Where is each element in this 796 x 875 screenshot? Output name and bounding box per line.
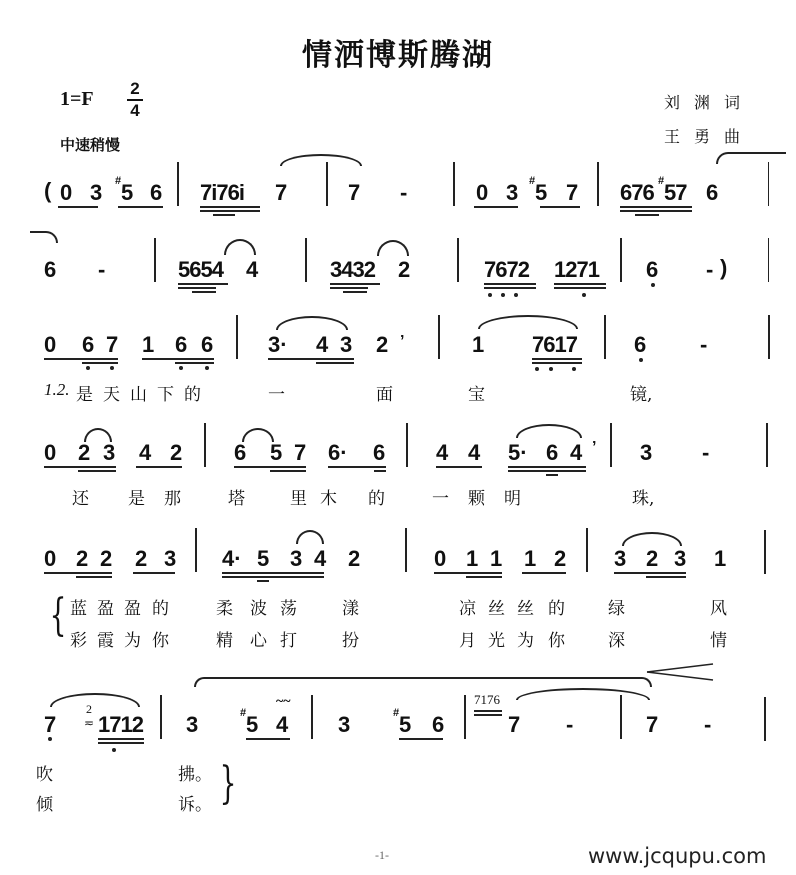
tie: [280, 154, 362, 166]
lyric-char: 吹: [36, 765, 53, 785]
low-octave-dot: [549, 367, 553, 371]
note: 0: [44, 332, 57, 357]
note: 1: [490, 546, 503, 571]
lyric-text: [76, 380, 211, 405]
grace-notes: 7176: [474, 692, 500, 707]
underline: [234, 466, 306, 468]
underline: [474, 714, 502, 716]
barline: [204, 423, 206, 467]
sharp-icon: #: [393, 707, 400, 719]
tie: [716, 152, 786, 164]
note-group: 1271: [554, 257, 599, 282]
lyric-char: 月: [459, 631, 476, 651]
note: 4: [570, 440, 583, 465]
barline: [604, 315, 606, 359]
barline: [620, 238, 622, 282]
underline: [316, 362, 354, 364]
underline: [200, 206, 260, 208]
note: 3: [506, 180, 519, 205]
low-octave-dot: [582, 293, 586, 297]
song-title: 情洒博斯腾湖: [302, 38, 494, 73]
low-octave-dot: [572, 367, 576, 371]
barline: [305, 238, 307, 282]
note: 6·: [328, 440, 348, 465]
note: 3: [164, 546, 177, 571]
lyric-char: 是: [128, 489, 145, 509]
sharp-icon: #: [115, 175, 122, 187]
lyric-char: 天: [103, 385, 130, 405]
note: 3: [674, 546, 687, 571]
lyric-char: 为: [124, 631, 141, 651]
dash: -: [702, 440, 710, 465]
dash: -: [706, 257, 714, 282]
lyric-char: 漾: [342, 599, 359, 619]
barline: [586, 528, 588, 572]
lyricist-credit: 刘渊词: [664, 93, 755, 112]
note: 5: [246, 712, 259, 737]
underline: [434, 572, 502, 574]
note-group: 7672: [484, 257, 529, 282]
note: 6: [634, 332, 647, 357]
lyric-char: 风: [710, 599, 727, 619]
note: 7: [294, 440, 307, 465]
note: 4·: [222, 546, 242, 571]
note-group: 3432: [330, 257, 375, 282]
lyric-char: 你: [152, 631, 169, 651]
breath-mark-icon: ʼ: [592, 439, 597, 456]
lyric-char: 光: [488, 631, 505, 651]
note: 2: [348, 546, 361, 571]
underline: [44, 358, 118, 360]
note: 6: [546, 440, 559, 465]
underline: [192, 291, 216, 293]
slur: [622, 532, 682, 546]
note: 3: [340, 332, 353, 357]
lyric-char: 霞: [97, 631, 114, 651]
tie: [296, 530, 324, 544]
underline: [257, 580, 269, 582]
note: 6: [150, 180, 163, 205]
lyric-char: 你: [548, 631, 565, 651]
barline: [438, 315, 440, 359]
note: 7: [106, 332, 119, 357]
low-octave-dot: [501, 293, 505, 297]
underline: [44, 466, 116, 468]
lyric-char: 颗: [468, 489, 485, 509]
underline: [399, 738, 443, 740]
note: 7: [44, 712, 57, 737]
lyric-char: 那: [164, 489, 181, 509]
note: 6: [706, 180, 719, 205]
lyric-char: 精: [216, 631, 233, 651]
note-group: 5654: [178, 257, 223, 282]
verse-brace-close: }: [219, 758, 237, 809]
barline: [311, 695, 313, 739]
underline: [508, 470, 586, 472]
barline: [764, 530, 766, 574]
lyric-char: 宝: [468, 385, 485, 405]
note: 2: [170, 440, 183, 465]
note: 1: [142, 332, 155, 357]
note-group: 7617: [532, 332, 577, 357]
low-octave-dot: [651, 283, 655, 287]
lyric-char: 为: [517, 631, 534, 651]
note: 7: [508, 712, 521, 737]
underline: [554, 283, 606, 285]
barline: [405, 528, 407, 572]
underline: [142, 358, 214, 360]
note: 3: [103, 440, 116, 465]
note: 3: [290, 546, 303, 571]
note: 2: [376, 332, 389, 357]
underline: [178, 287, 216, 289]
tie: [224, 239, 256, 255]
low-octave-dot: [639, 358, 643, 362]
long-slur: [194, 677, 652, 687]
time-numerator: 2: [130, 79, 140, 98]
barline: [160, 695, 162, 739]
slur: [50, 693, 140, 707]
underline: [118, 206, 163, 208]
note: 4: [246, 257, 259, 282]
note: 2: [554, 546, 567, 571]
underline: [133, 572, 175, 574]
underline: [136, 466, 182, 468]
lyric-char: 拂。: [178, 765, 212, 785]
verse-brace-open: {: [49, 590, 67, 641]
low-octave-dot: [488, 293, 492, 297]
underline: [646, 576, 686, 578]
note: 2: [78, 440, 91, 465]
lyric-char: 蓝: [70, 599, 87, 619]
underline: [98, 742, 144, 744]
note: 6: [82, 332, 95, 357]
sharp-icon: #: [240, 707, 247, 719]
low-octave-dot: [179, 366, 183, 370]
lyric-char: 的: [548, 599, 565, 619]
lyric-char: 珠,: [632, 489, 655, 509]
underline: [222, 572, 324, 574]
note: 5: [121, 180, 134, 205]
note: 3: [640, 440, 653, 465]
sharp-icon: #: [529, 175, 536, 187]
underline: [82, 362, 118, 364]
breath-mark-icon: ʼ: [400, 333, 405, 350]
underline: [532, 358, 582, 360]
note: 1: [466, 546, 479, 571]
underline: [620, 206, 692, 208]
lyric-char: 木: [320, 489, 337, 509]
dash: -: [704, 712, 712, 737]
lyric-char: 柔: [216, 599, 233, 619]
decrescendo-hairpin-icon: [645, 662, 715, 682]
note: 4: [276, 712, 289, 737]
note: 6: [234, 440, 247, 465]
low-octave-dot: [514, 293, 518, 297]
note: 4: [316, 332, 329, 357]
note: 5: [270, 440, 283, 465]
note: 5·: [508, 440, 528, 465]
lyric-char: 彩: [70, 631, 87, 651]
tempo-marking: 中速稍慢: [60, 136, 121, 154]
underline: [540, 206, 580, 208]
low-octave-dot: [86, 366, 90, 370]
lyric-char: 还: [72, 489, 89, 509]
note: 6: [432, 712, 445, 737]
underline: [58, 206, 98, 208]
note: 5: [399, 712, 412, 737]
lyric-char: 心: [250, 631, 267, 651]
barline: [768, 315, 770, 359]
barline: [453, 162, 455, 206]
barline: [406, 423, 408, 467]
trill-icon: ~~: [276, 694, 291, 709]
barline: [326, 162, 328, 206]
lyric-char: 绿: [608, 599, 625, 619]
paren-close: ): [720, 255, 728, 280]
note: 0: [44, 546, 57, 571]
note: 3: [186, 712, 199, 737]
note-group: 57: [664, 180, 687, 205]
underline: [614, 572, 686, 574]
note: 3·: [268, 332, 288, 357]
site-watermark: www.jcqupu.com: [588, 844, 767, 868]
underline: [635, 214, 659, 216]
underline: [213, 214, 235, 216]
composer-credit: 王勇曲: [664, 127, 755, 146]
lyric-char: 波: [250, 599, 267, 619]
lyric-char: 荡: [280, 599, 297, 619]
note: 0: [476, 180, 489, 205]
underline: [474, 710, 502, 712]
dash: -: [566, 712, 574, 737]
lyric-char: 诉。: [178, 795, 212, 815]
lyric-char: 凉: [459, 599, 476, 619]
note: 4: [468, 440, 481, 465]
sharp-icon: #: [658, 175, 665, 187]
note: 1: [524, 546, 537, 571]
tie: [377, 240, 409, 256]
note: 5: [257, 546, 270, 571]
underline: [78, 470, 116, 472]
paren-open: (: [44, 178, 52, 203]
note: 6: [201, 332, 214, 357]
lyric-char: 一: [268, 385, 285, 405]
lyric-char: 深: [608, 631, 625, 651]
lyric-char: 的: [184, 385, 211, 405]
note: 3: [614, 546, 627, 571]
lyric-char: 里: [290, 489, 307, 509]
note: 3: [90, 180, 103, 205]
slur: [516, 424, 582, 438]
underline: [328, 466, 386, 468]
tie: [84, 428, 112, 442]
barline: [620, 695, 622, 739]
underline: [554, 287, 606, 289]
lyric-char: 的: [368, 489, 385, 509]
dash: -: [700, 332, 708, 357]
underline: [222, 576, 324, 578]
note: 6: [373, 440, 386, 465]
underline: [44, 572, 112, 574]
lyric-char: 倾: [36, 795, 53, 815]
note: 6: [44, 257, 57, 282]
underline: [484, 283, 536, 285]
note: 5: [535, 180, 548, 205]
slur: [478, 315, 578, 329]
note: 0: [60, 180, 73, 205]
lyric-char: 情: [710, 631, 727, 651]
low-octave-dot: [535, 367, 539, 371]
note: 3: [338, 712, 351, 737]
lyric-char: 的: [152, 599, 169, 619]
underline: [343, 291, 367, 293]
underline: [474, 206, 518, 208]
note: 2: [100, 546, 113, 571]
underline: [374, 470, 386, 472]
barline: [154, 238, 156, 282]
underline: [546, 474, 558, 476]
underline: [268, 358, 354, 360]
note: 0: [434, 546, 447, 571]
underline: [532, 362, 582, 364]
note-group: 1712: [98, 712, 143, 737]
note-group: 676: [620, 180, 654, 205]
underline: [200, 210, 260, 212]
grace-note-small: 2: [86, 702, 92, 716]
note: 2: [135, 546, 148, 571]
note-group: 7i76i: [200, 180, 244, 205]
note: 6: [175, 332, 188, 357]
underline: [178, 283, 228, 285]
lyric-char: 一: [432, 489, 449, 509]
lyric-char: 是: [76, 385, 103, 405]
tie: [516, 688, 650, 700]
barline: [764, 697, 766, 741]
page-number: -1-: [375, 848, 389, 862]
low-octave-dot: [48, 737, 52, 741]
tie: [30, 231, 58, 243]
note: 7: [646, 712, 659, 737]
note: 2: [76, 546, 89, 571]
low-octave-dot: [112, 748, 116, 752]
grace-tie-icon: ≂: [84, 716, 95, 730]
underline: [76, 576, 112, 578]
underline: [522, 572, 566, 574]
note: 4: [436, 440, 449, 465]
note: 7: [566, 180, 579, 205]
lyric-char: 盈: [97, 599, 114, 619]
barline: [457, 238, 459, 282]
barline: [236, 315, 238, 359]
verse-number: 1.2.: [44, 380, 70, 399]
underline: [330, 287, 368, 289]
time-signature: [127, 80, 143, 120]
lyric-char: 面: [376, 385, 393, 405]
lyric-char: 下: [157, 385, 184, 405]
lyric-char: 打: [280, 631, 297, 651]
barline: [768, 162, 769, 206]
dash: -: [98, 257, 106, 282]
low-octave-dot: [205, 366, 209, 370]
lyric-char: 塔: [228, 489, 245, 509]
barline: [768, 238, 769, 282]
underline: [175, 362, 214, 364]
note: 4: [139, 440, 152, 465]
barline: [766, 423, 768, 467]
underline: [466, 576, 502, 578]
dash: -: [400, 180, 408, 205]
time-denominator: 4: [130, 101, 140, 120]
barline: [597, 162, 599, 206]
barline: [464, 695, 466, 739]
barline: [195, 528, 197, 572]
lyric-char: 丝: [517, 599, 534, 619]
underline: [330, 283, 380, 285]
note: 1: [714, 546, 727, 571]
underline: [484, 287, 536, 289]
lyric-char: 盈: [124, 599, 141, 619]
underline: [436, 466, 482, 468]
underline: [98, 738, 144, 740]
underline: [508, 466, 586, 468]
low-octave-dot: [110, 366, 114, 370]
barline: [610, 423, 612, 467]
key-signature: 1=F: [60, 88, 94, 110]
slur: [276, 316, 348, 330]
note: 2: [398, 257, 411, 282]
lyric-char: 丝: [488, 599, 505, 619]
underline: [620, 210, 692, 212]
note: 7: [275, 180, 288, 205]
underline: [246, 738, 290, 740]
note: 0: [44, 440, 57, 465]
lyric-char: 扮: [342, 631, 359, 651]
lyric-char: 镜,: [630, 385, 653, 405]
barline: [177, 162, 179, 206]
note: 2: [646, 546, 659, 571]
note: 6: [646, 257, 659, 282]
note: 1: [472, 332, 485, 357]
lyric-char: 山: [130, 385, 157, 405]
note: 7: [348, 180, 361, 205]
lyric-char: 明: [504, 489, 521, 509]
underline: [270, 470, 306, 472]
note: 4: [314, 546, 327, 571]
